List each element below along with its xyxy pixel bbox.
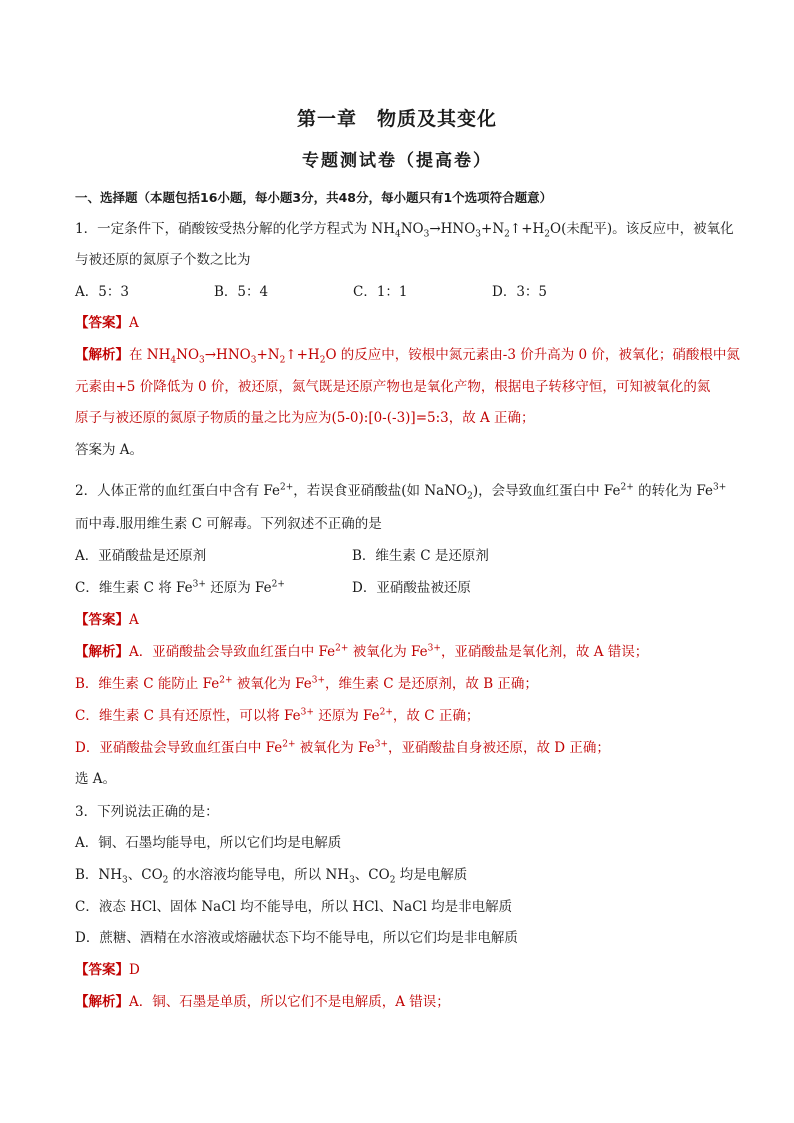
q3-answer: 【答案】D [75, 962, 140, 978]
q3-option-c: C．液态 HCl、固体 NaCl 均不能导电，所以 HCl、NaCl 均是非电解质 [75, 899, 513, 915]
q2-option-d: D．亚硝酸盐被还原 [352, 580, 471, 596]
q2-option-a: A．亚硝酸盐是还原剂 [75, 548, 207, 564]
q1-option-a: A．5：3 [75, 284, 129, 300]
q2-analysis-b: B．维生素 C 能防止 $Fe^{2+}$ 被氧化为 $Fe^{3+}$，维生素 C 是还原剂，故 B 正确； [75, 675, 538, 692]
q3-analysis-a: 【解析】A．铜、石墨是单质，所以它们不是电解质，A 错误； [75, 994, 450, 1010]
q1-answer: 【答案】A [75, 315, 139, 331]
q1-option-b: B．5：4 [214, 284, 269, 300]
q1-option-d: D．3：5 [492, 284, 548, 300]
q1-analysis-line-2: 元素由+5 价降低为 0 价，被还原，氮气既是还原产物也是氧化产物，根据电子转移守恒，可知被氧化的氮 [75, 379, 711, 395]
q1-analysis-line-3: 原子与被还原的氮原子物质的量之比为应为(5-0):[0-(-3)]=5:3，故 A 正确； [75, 410, 535, 426]
q1-conclusion: 答案为 A。 [75, 442, 144, 458]
q1-analysis-line-1: 【解析】在 $NH_4NO_3\to HNO_3+N_2↑+H_2O$ 的反应中，铵根中氮元素由-3 价升高为 0 价，被氧化；硝酸根中氮 [75, 347, 740, 366]
q3-option-b: B．$NH_3$、$CO_2$ 的水溶液均能导电，所以 $NH_3$、$CO_2$ 均是电解质 [75, 867, 468, 886]
q1-stem-line-1: 1．一定条件下，硝酸铵受热分解的化学方程式为 $NH_4NO_3\to HNO_3+N_2↑+H_2O$(未配平)。该反应中，被氧化 [75, 221, 734, 240]
q3-option-a: A．铜、石墨均能导电，所以它们均是电解质 [75, 835, 342, 851]
chapter-title: 第一章 物质及其变化 [296, 108, 497, 130]
q3-option-d: D．蔗糖、酒精在水溶液或熔融状态下均不能导电，所以它们均是非电解质 [75, 930, 518, 946]
q2-analysis-a: 【解析】A．亚硝酸盐会导致血红蛋白中 $Fe^{2+}$ 被氧化为 $Fe^{3+}$，亚硝酸盐是氧化剂，故 A 错误； [75, 643, 649, 660]
q2-conclusion: 选 A。 [75, 771, 117, 787]
test-subtitle: 专题测试卷（提高卷） [302, 151, 492, 171]
q3-stem: 3．下列说法正确的是： [75, 804, 219, 820]
q1-stem-line-2: 与被还原的氮原子个数之比为 [75, 252, 251, 268]
q1-option-c: C．1：1 [353, 284, 408, 300]
q2-option-b: B．维生素 C 是还原剂 [352, 548, 489, 564]
q2-answer: 【答案】A [75, 612, 139, 628]
q2-stem-line-2: 而中毒.服用维生素 C 可解毒。下列叙述不正确的是 [75, 516, 382, 532]
q2-analysis-d: D．亚硝酸盐会导致血红蛋白中 $Fe^{2+}$ 被氧化为 $Fe^{3+}$，亚硝酸盐自身被还原，故 D 正确； [75, 739, 610, 756]
section-heading: 一、选择题（本题包括16小题，每小题3分，共48分，每小题只有1个选项符合题意） [75, 190, 553, 205]
q1-options [75, 283, 725, 301]
q2-stem-line-1: 2．人体正常的血红蛋白中含有 $Fe^{2+}$，若误食亚硝酸盐(如 NaNO$_2$)，会导致血红蛋白中 $Fe^{2+}$ 的转化为 $Fe^{3+}$ [75, 482, 727, 502]
q2-options-row-1 [75, 547, 725, 565]
q2-analysis-c: C．维生素 C 具有还原性，可以将 $Fe^{3+}$ 还原为 $Fe^{2+}$，故 C 正确； [75, 707, 480, 724]
q2-option-c: C．维生素 C 将 $Fe^{3+}$ 还原为 $Fe^{2+}$ [75, 579, 285, 596]
q2-options-row-2 [75, 579, 725, 597]
